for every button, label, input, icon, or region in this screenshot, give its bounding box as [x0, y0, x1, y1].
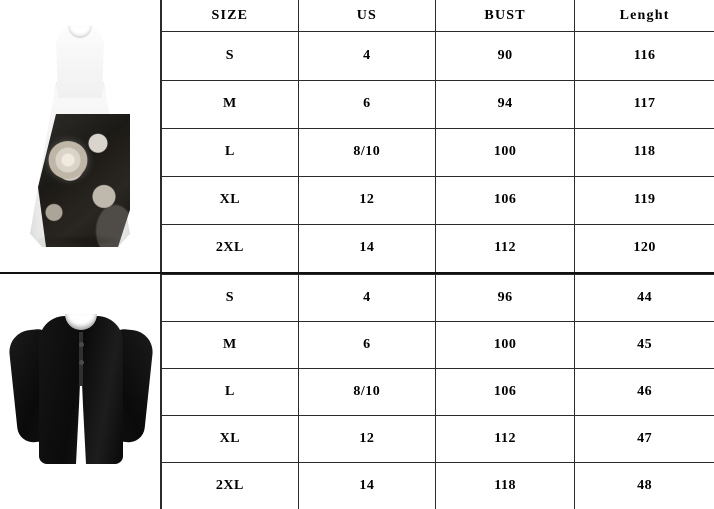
table-row: [161, 128, 714, 176]
cell-size: 2XL: [161, 224, 298, 273]
size-table-wrap-dress: [160, 0, 714, 274]
cell-length: 117: [575, 80, 714, 128]
cell-length: 118: [575, 128, 714, 176]
cardigan-illustration: [13, 316, 149, 464]
cell-us: 6: [298, 80, 435, 128]
cell-length: 48: [575, 463, 714, 509]
table-row: [161, 176, 714, 224]
product-image-cardigan: [0, 274, 160, 507]
dress-bodice: [56, 28, 104, 98]
cell-size: 2XL: [161, 463, 298, 509]
column-header-bust: BUST: [435, 0, 574, 32]
cell-size: M: [161, 322, 298, 369]
cell-us: 4: [298, 275, 435, 322]
dress-hem-shadow: [36, 234, 124, 246]
cell-length: 120: [575, 224, 714, 273]
cell-us: 14: [298, 463, 435, 509]
cell-size: S: [161, 32, 298, 80]
cell-us: 12: [298, 176, 435, 224]
cell-size: XL: [161, 176, 298, 224]
cardigan-button-top: [79, 342, 84, 347]
cell-bust: 96: [435, 275, 574, 322]
cell-length: 116: [575, 32, 714, 80]
column-header-length: Lenght: [575, 0, 714, 32]
cell-size: M: [161, 80, 298, 128]
size-table-dress: [160, 0, 714, 274]
cell-us: 6: [298, 322, 435, 369]
table-row: [161, 275, 714, 322]
size-table-cardigan: [160, 274, 714, 509]
cardigan-button-bottom: [79, 360, 84, 365]
column-header-us: US: [298, 0, 435, 32]
cell-bust: 94: [435, 80, 574, 128]
product-image-dress: [0, 0, 160, 274]
cell-us: 12: [298, 416, 435, 463]
cell-bust: 112: [435, 224, 574, 273]
cell-bust: 112: [435, 416, 574, 463]
table-row: [161, 32, 714, 80]
table-header-row: [161, 0, 714, 32]
table-row: [161, 322, 714, 369]
cell-bust: 100: [435, 322, 574, 369]
table-row: [161, 416, 714, 463]
dress-floral-print: [30, 114, 130, 247]
cell-bust: 106: [435, 176, 574, 224]
size-block-cardigan: [0, 274, 714, 507]
cell-length: 119: [575, 176, 714, 224]
table-row: [161, 369, 714, 416]
table-row: [161, 80, 714, 128]
column-header-size: SIZE: [161, 0, 298, 32]
dress-illustration: [30, 22, 130, 247]
cell-bust: 90: [435, 32, 574, 80]
size-table-wrap-cardigan: [160, 274, 714, 507]
cell-size: S: [161, 275, 298, 322]
cell-bust: 106: [435, 369, 574, 416]
cell-size: XL: [161, 416, 298, 463]
cell-size: L: [161, 128, 298, 176]
cell-us: 8/10: [298, 128, 435, 176]
cell-us: 4: [298, 32, 435, 80]
table-row: [161, 463, 714, 509]
cell-length: 46: [575, 369, 714, 416]
cell-bust: 100: [435, 128, 574, 176]
cell-us: 8/10: [298, 369, 435, 416]
cell-us: 14: [298, 224, 435, 273]
table-row: [161, 224, 714, 273]
cell-size: L: [161, 369, 298, 416]
cell-length: 44: [575, 275, 714, 322]
cell-length: 45: [575, 322, 714, 369]
cell-bust: 118: [435, 463, 574, 509]
cell-length: 47: [575, 416, 714, 463]
